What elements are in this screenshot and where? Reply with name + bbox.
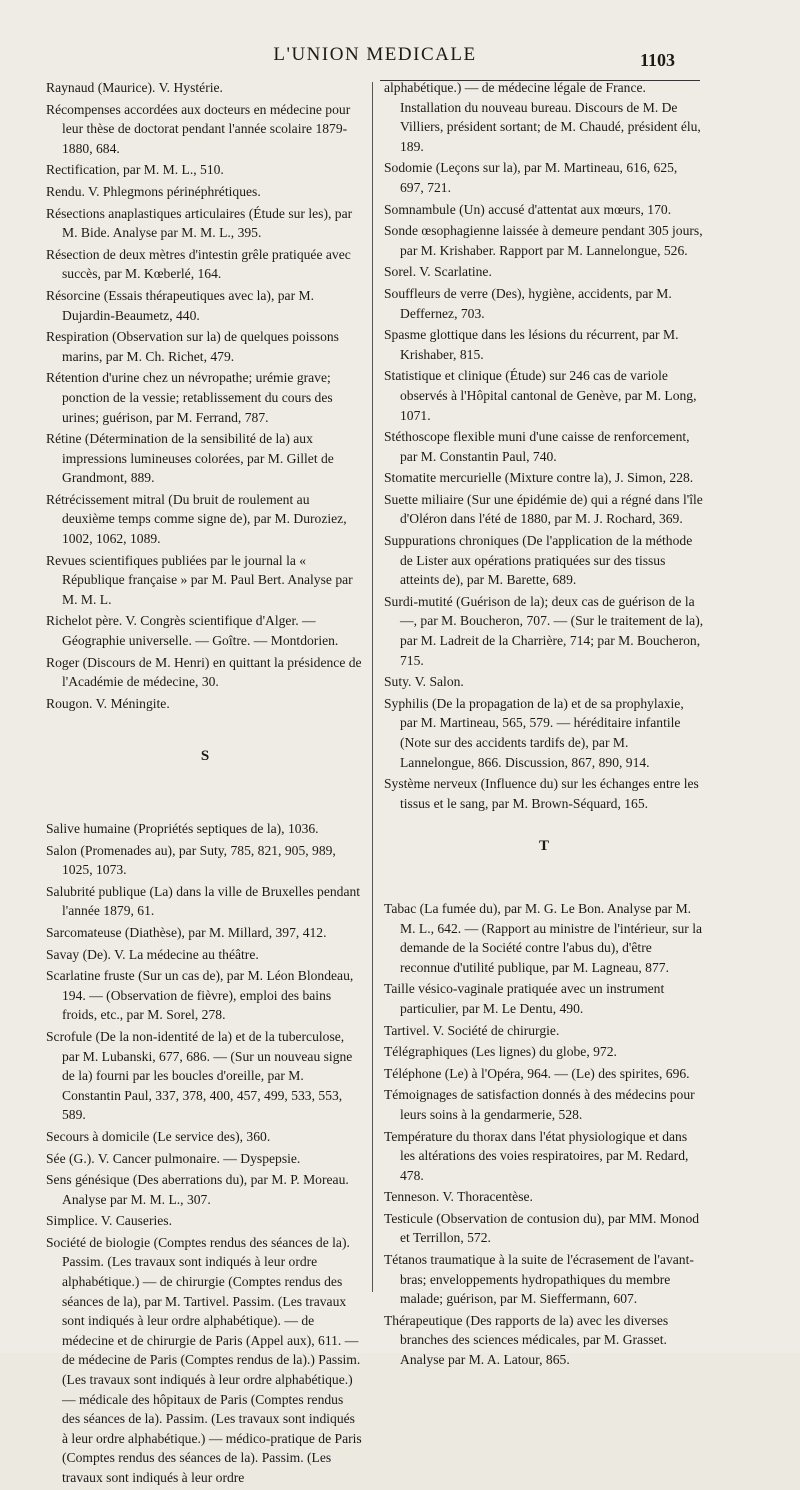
index-entry: Syphilis (De la propagation de la) et de sa prophylaxie, par M. Martineau, 565, 579. — héréditaire infantile (Note sur des accidents tardifs de), par M. Lannelongue, 866. Discussion, 867, 890, 914. bbox=[384, 695, 684, 770]
section-letter-t: T bbox=[538, 838, 549, 855]
index-entry: Salive humaine (Propriétés septiques de la), 1036. bbox=[46, 821, 319, 836]
column-divider bbox=[372, 82, 373, 1292]
index-entry: Téléphone (Le) à l'Opéra, 964. — (Le) des spirites, 696. bbox=[384, 1065, 690, 1081]
index-entry: Surdi-mutité (Guérison de la); deux cas de guérison de la —, par M. Boucheron, 707. — (Sur le traitement de la), par M. Ladreit de la Charrière, 714; par M. Boucheron, 715. bbox=[384, 593, 704, 668]
index-entry: Société de biologie (Comptes rendus des séances de la). Passim. (Les travaux sont indiqués à leur ordre alphabétique.) — de chirurgie (Comptes rendus des séances de la), par M. Tartivel. Passim. (Les travaux sont indiqués à leur ordre alphabétique). — de médecine et de chirurgie de Paris (Appel aux), 611. — de médecine de Paris (Comptes rendus de la).) Passim. (Les travaux sont indiqués à leur ordre alphabétique.) — médicale des hôpitaux de Paris (Comptes rendus des séances de la). Passim. (Les travaux sont indiqués à leur ordre alphabétique.) — médico-pratique de Paris (Comptes rendus des séances de la). Passim. (Les travaux sont indiqués à leur ordre bbox=[46, 1234, 362, 1485]
index-entry: Secours à domicile (Le service des), 360. bbox=[46, 1128, 271, 1144]
section-letter-s: S bbox=[200, 748, 210, 765]
index-entry: Somnambule (Un) accusé d'attentat aux mœurs, 170. bbox=[384, 201, 672, 217]
index-entry: Témoignages de satisfaction donnés à des médecins pour leurs soins à la gendarmerie, 528. bbox=[384, 1087, 695, 1122]
section-s-entries bbox=[46, 819, 364, 1488]
index-entry: Stomatite mercurielle (Mixture contre la), J. Simon, 228. bbox=[384, 470, 694, 486]
index-entry: Roger (Discours de M. Henri) en quittant la présidence de l'Académie de médecine, 30. bbox=[46, 654, 362, 690]
index-entry: Résorcine (Essais thérapeutiques avec la), par M. Dujardin-Beaumetz, 440. bbox=[46, 287, 314, 323]
page-number: 1103 bbox=[640, 50, 676, 70]
right-column bbox=[384, 78, 704, 1372]
section-s-continued-entries bbox=[384, 78, 704, 813]
index-entry: Sonde œsophagienne laissée à demeure pendant 305 jours, par M. Krishaber. Rapport par M. Lannelongue, 526. bbox=[384, 223, 703, 258]
index-entry: Souffleurs de verre (Des), hygiène, accidents, par M. Deffernez, 703. bbox=[384, 285, 672, 321]
index-entry: Rectification, par M. M. L., 510. bbox=[46, 162, 224, 178]
index-entry: alphabétique.) — de médecine légale de France. Installation du nouveau bureau. Discours de M. De Villiers, président sortant; de M. Chaudé, président élu, 189. bbox=[384, 80, 701, 154]
index-entry: Rendu. V. Phlegmons périnéphrétiques. bbox=[46, 183, 261, 199]
index-entry: Respiration (Observation sur la) de quelques poissons marins, par M. Ch. Richet, 479. bbox=[46, 329, 339, 364]
index-entry: Suty. V. Salon. bbox=[384, 674, 464, 690]
index-entry: Suette miliaire (Sur une épidémie de) qui a régné dans l'île d'Oléron dans l'été de 1880, par M. J. Rochard, 369. bbox=[384, 491, 703, 527]
index-entry: Suppurations chroniques (De l'application de la méthode de Lister aux opérations pratiquées sur des tissus atteints de), par M. Barette, 689. bbox=[384, 533, 693, 588]
index-entry: Taille vésico-vaginale pratiquée avec un instrument particulier, par M. Le Dentu, 490. bbox=[384, 981, 665, 1016]
index-entry: Revues scientifiques publiées par le journal la « République française » par M. Paul Bert. Analyse par M. M. L. bbox=[46, 552, 353, 607]
index-entry: Raynaud (Maurice). V. Hystérie. bbox=[46, 80, 223, 95]
index-entry: Spasme glottique dans les lésions du récurrent, par M. Krishaber, 815. bbox=[384, 327, 679, 362]
index-entry: Rétention d'urine chez un névropathe; urémie grave; ponction de la vessie; retablissement du cours des urines; guérison, par M. Ferrand, 787. bbox=[46, 370, 333, 425]
index-entry: Scrofule (De la non-identité de la) et de la tuberculose, par M. Lubanski, 677, 686. — (Sur un nouveau signe de la) fourni par les boucles d'oreille, par M. Constantin Paul, 337, 378, 400, 457, 499, 533, 553, 589. bbox=[46, 1028, 353, 1123]
index-entry: Tabac (La fumée du), par M. G. Le Bon. Analyse par M. M. L., 642. — (Rapport au ministre de l'intérieur, sur la demande de la Société contre l'abus du), d'être reconnue d'utilité publique, par M. Lagneau, 877. bbox=[384, 900, 703, 975]
section-t-entries bbox=[384, 899, 704, 1370]
section-r-entries bbox=[46, 78, 364, 713]
index-entry: Sarcomateuse (Diathèse), par M. Millard, 397, 412. bbox=[46, 924, 327, 940]
index-entry: Rétrécissement mitral (Du bruit de roulement au deuxième temps comme signe de), par M. Duroziez, 1002, 1062, 1089. bbox=[46, 491, 347, 547]
index-entry: Résections anaplastiques articulaires (Étude sur les), par M. Bide. Analyse par M. M. L., 395. bbox=[46, 205, 353, 241]
index-entry: Thérapeutique (Des rapports de la) avec les diverses branches des sciences médicales, par M. Grasset. Analyse par M. A. Latour, 865. bbox=[384, 1312, 669, 1368]
running-head bbox=[0, 44, 800, 76]
index-entry: Température du thorax dans l'état physiologique et dans les altérations des voies respiratoires, par M. Redard, 478. bbox=[384, 1128, 689, 1183]
index-entry: Résection de deux mètres d'intestin grêle pratiquée avec succès, par M. Kœberlé, 164. bbox=[46, 246, 351, 282]
index-entry: Richelot père. V. Congrès scientifique d'Alger. — Géographie universelle. — Goître. — Montdorien. bbox=[46, 613, 339, 649]
journal-title: L'UNION MEDICALE bbox=[273, 44, 477, 65]
index-entry: Sens génésique (Des aberrations du), par M. P. Moreau. Analyse par M. M. L., 307. bbox=[46, 1172, 349, 1207]
index-entry: Testicule (Observation de contusion du), par MM. Monod et Terrillon, 572. bbox=[384, 1210, 700, 1246]
index-entry: Sorel. V. Scarlatine. bbox=[384, 264, 492, 280]
index-entry: Télégraphiques (Les lignes) du globe, 972. bbox=[384, 1044, 617, 1060]
index-entry: Scarlatine fruste (Sur un cas de), par M. Léon Blondeau, 194. — (Observation de fièvre), emploi des bains froids, etc., par M. Sorel, 278. bbox=[46, 968, 354, 1023]
index-entry: Savay (De). V. La médecine au théâtre. bbox=[46, 946, 259, 962]
index-entry: Rétine (Détermination de la sensibilité de la) aux impressions lumineuses colorées, par M. Gillet de Grandmont, 889. bbox=[46, 431, 334, 486]
index-entry: Tétanos traumatique à la suite de l'écrasement de l'avant-bras; enveloppements hydropathiques du membre malade; guérison, par M. Sieffermann, 607. bbox=[384, 1252, 694, 1307]
index-entry: Rougon. V. Méningite. bbox=[46, 695, 170, 711]
index-entry: Salubrité publique (La) dans la ville de Bruxelles pendant l'année 1879, 61. bbox=[46, 883, 361, 919]
index-entry: Stéthoscope flexible muni d'une caisse de renforcement, par M. Constantin Paul, 740. bbox=[384, 429, 690, 464]
index-entry: Récompenses accordées aux docteurs en médecine pour leur thèse de doctorat pendant l'année scolaire 1879-1880, 684. bbox=[46, 101, 351, 156]
index-entry: Système nerveux (Influence du) sur les échanges entre les tissus et le sang, par M. Brown-Séquard, 165. bbox=[384, 776, 699, 811]
index-entry: Sée (G.). V. Cancer pulmonaire. — Dyspepsie. bbox=[46, 1150, 301, 1166]
index-entry: Sodomie (Leçons sur la), par M. Martineau, 616, 625, 697, 721. bbox=[384, 160, 678, 195]
index-entry: Simplice. V. Causeries. bbox=[46, 1213, 172, 1229]
left-column bbox=[46, 78, 364, 1490]
index-entry: Tenneson. V. Thoracentèse. bbox=[384, 1189, 533, 1205]
index-entry: Salon (Promenades au), par Suty, 785, 821, 905, 989, 1025, 1073. bbox=[46, 842, 336, 878]
index-entry: Statistique et clinique (Étude) sur 246 cas de variole observés à l'Hôpital cantonal de Genève, par M. Long, 1071. bbox=[384, 368, 697, 423]
index-entry: Tartivel. V. Société de chirurgie. bbox=[384, 1022, 560, 1038]
